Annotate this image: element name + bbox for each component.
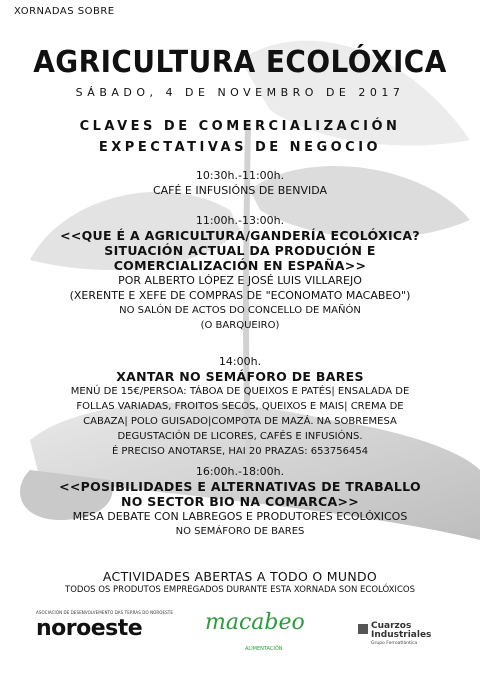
theme-line: CLAVES DE COMERCIALIZACIÓN — [79, 119, 401, 134]
program-item-lunch — [0, 354, 480, 459]
cuarzos-logo — [358, 622, 448, 652]
theme-line: EXPECTATIVAS DE NEGOCIO — [98, 140, 382, 155]
item-title: <<POSIBILIDADES E ALTERNATIVAS DE TRABALLO — [59, 479, 421, 494]
item-text: (XERENTE E XEFE DE COMPRAS DE "ECONOMATO MACABEO") — [69, 289, 411, 302]
macabeo-wordmark: macabeo — [205, 610, 305, 635]
item-text: CAFÉ E INFUSIÓNS DE BENVIDA — [152, 184, 328, 197]
item-text: (O BARQUEIRO) — [200, 320, 280, 331]
macabeo-tagline: ALIMENTACIÓN — [245, 646, 283, 652]
item-title: <<QUE É A AGRICULTURA/GANDERÍA ECOLÓXICA? — [60, 228, 420, 243]
cuarzos-mark-icon — [358, 624, 368, 634]
cuarzos-line3: Grupo Ferroatlántica — [371, 641, 418, 646]
item-time: 11:00h.-13:00h. — [195, 214, 285, 227]
program-item-talk — [0, 213, 480, 333]
program-item-welcome — [0, 168, 480, 198]
footer-main: ACTIVIDADES ABERTAS A TODO O MUNDO — [102, 569, 378, 584]
item-title: SITUACIÓN ACTUAL DA PRODUCIÓN E — [104, 243, 376, 258]
item-text: FOLLAS VARIADAS, FROITOS SECOS, QUEIXOS E MAIS| CREMA DE — [76, 401, 404, 412]
item-text: NO SALÓN DE ACTOS DO CONCELLO DE MAÑÓN — [119, 305, 361, 316]
pre-title: XORNADAS SOBRE — [14, 6, 115, 17]
themes-block — [0, 116, 480, 158]
noroeste-tagline: ASOCIACIÓN DE DESENVOLVEMENTO DAS TERRAS DO NOROESTE — [36, 610, 173, 615]
item-text: POR ALBERTO LÓPEZ E JOSÉ LUIS VILLAREJO — [118, 274, 362, 287]
noroeste-wordmark: noroeste — [36, 616, 143, 641]
event-date: SÁBADO, 4 DE NOVEMBRO DE 2017 — [75, 86, 405, 99]
item-title: COMERCIALIZACIÓN EN ESPAÑA>> — [113, 258, 367, 273]
program-item-debate — [0, 464, 480, 539]
cuarzos-line2: Industriales — [371, 630, 432, 640]
item-text: CABAZA| POLO GUISADO|COMPOTA DE MAZÁ. NA SOBREMESA — [83, 416, 397, 427]
item-text: NO SEMÁFORO DE BARES — [175, 526, 305, 537]
item-time: 16:00h.-18:00h. — [195, 465, 285, 478]
item-text: DEGUSTACIÓN DE LICORES, CAFÉS E INFUSIÓNS. — [117, 431, 363, 442]
item-title: NO SECTOR BIO NA COMARCA>> — [120, 494, 360, 509]
item-time: 10:30h.-11:00h. — [195, 169, 285, 182]
macabeo-logo — [205, 608, 325, 656]
item-title: XANTAR NO SEMÁFORO DE BARES — [116, 369, 364, 384]
item-text: MENÚ DE 15€/PERSOA: TÁBOA DE QUEIXOS E PATÉS| ENSALADA DE — [70, 386, 410, 397]
item-time: 14:00h. — [218, 355, 262, 368]
page-title: AGRICULTURA ECOLÓXICA — [33, 45, 447, 80]
cuarzos-line1: Cuarzos — [371, 621, 412, 631]
item-text: É PRECISO ANOTARSE, HAI 20 PRAZAS: 653756454 — [111, 446, 369, 457]
item-text: MESA DEBATE CON LABREGOS E PRODUTORES ECOLÓXICOS — [72, 510, 408, 523]
footer-note: TODOS OS PRODUTOS EMPREGADOS DURANTE ESTA XORNADA SON ECOLÓXICOS — [65, 585, 415, 595]
noroeste-logo — [36, 610, 173, 650]
